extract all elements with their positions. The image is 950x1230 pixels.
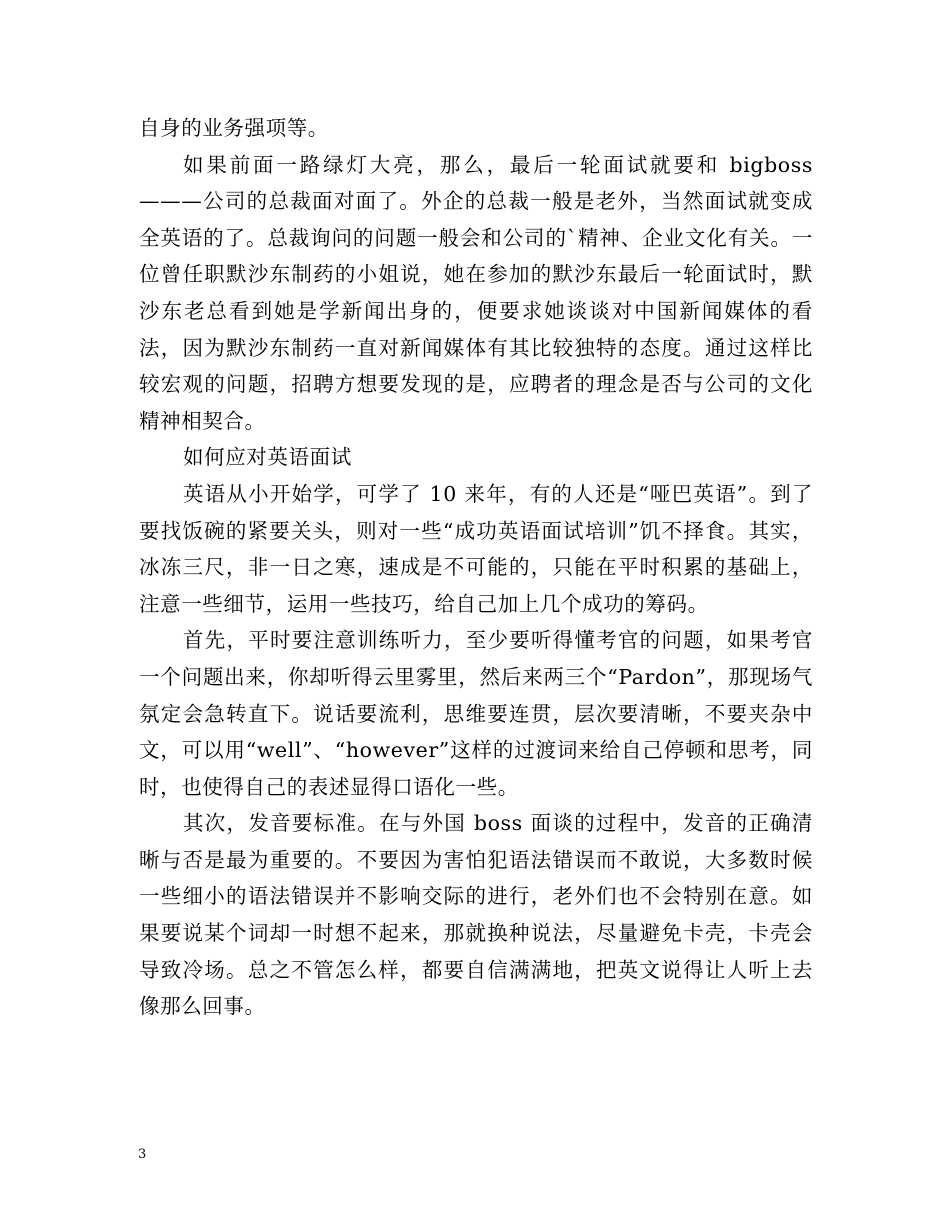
paragraph-bigboss-interview: 如果前面一路绿灯大亮，那么，最后一轮面试就要和 bigboss———公司的总裁面对面了。外企的总裁一般是老外，当然面试就变成全英语的了。总裁询问的问题一般会和公司的`精神、企业文化有关。一位曾任职默沙东制药的小姐说，她在参加的默沙东最后一轮面试时，默沙东老总看到她是学新闻出身的，便要求她谈谈对中国新闻媒体的看法，因为默沙东制药一直对新闻媒体有其比较独特的态度。通过这样比较宏观的问题，招聘方想要发现的是，应聘者的理念是否与公司的文化精神相契合。: [139, 152, 813, 433]
document-body: [139, 110, 813, 1025]
paragraph-english-learning: 英语从小开始学，可学了 10 来年，有的人还是“哑巴英语”。到了要找饭碗的紧要关头，则对一些“成功英语面试培训”饥不择食。其实，冰冻三尺，非一日之寒，速成是不可能的，只能在平时积累的基础上，注意一些细节，运用一些技巧，给自己加上几个成功的筹码。: [139, 481, 813, 616]
paragraph-listening-tips: 首先，平时要注意训练听力，至少要听得懂考官的问题，如果考官一个问题出来，你却听得云里雾里，然后来两三个“Pardon”，那现场气氛定会急转直下。说话要流利，思维要连贯，层次要清晰，不要夹杂中文，可以用“well”、“however”这样的过渡词来给自己停顿和思考，同时，也使得自己的表述显得口语化一些。: [139, 628, 813, 799]
paragraph-continuation: 自身的业务强项等。: [139, 116, 329, 140]
page-number: 3: [138, 1147, 147, 1162]
paragraph-pronunciation-tips: 其次，发音要标准。在与外国 boss 面谈的过程中，发音的正确清晰与否是最为重要的。不要因为害怕犯语法错误而不敢说，大多数时候一些细小的语法错误并不影响交际的进行，老外们也不会特别在意。如果要说某个词却一时想不起来，那就换种说法，尽量避免卡壳，卡壳会导致冷场。总之不管怎么样，都要自信满满地，把英文说得让人听上去像那么回事。: [139, 811, 813, 1019]
section-heading-english-interview: 如何应对英语面试: [183, 445, 352, 470]
